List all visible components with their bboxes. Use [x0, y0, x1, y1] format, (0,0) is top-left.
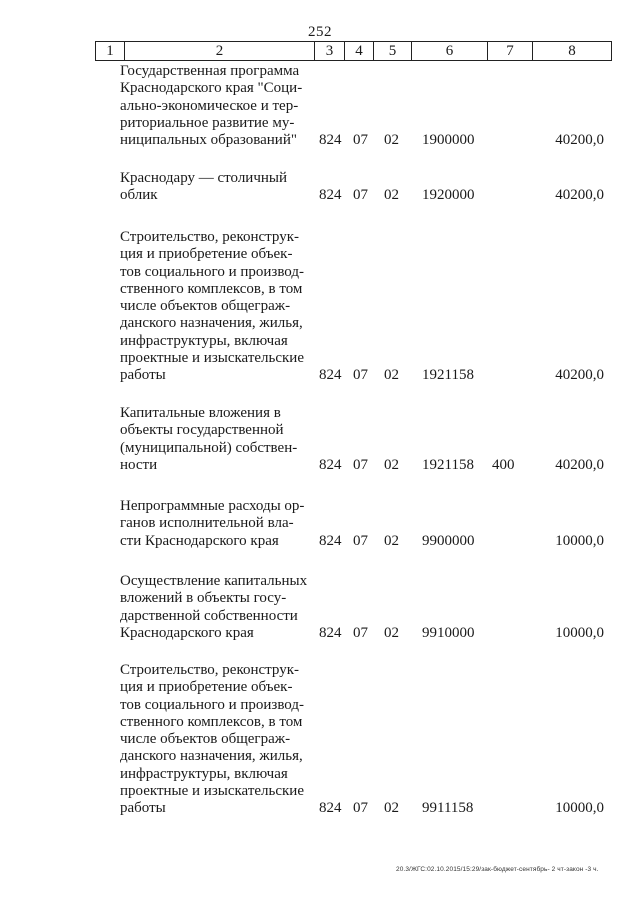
cell-cs: 1920000 — [422, 187, 475, 204]
header-col-8: 8 — [568, 43, 576, 59]
cell-ved: 824 — [319, 624, 342, 641]
description-line: проектные и изыскательские — [120, 783, 304, 800]
description-line: Строительство, реконструк- — [120, 229, 299, 245]
cell-rz: 07 — [353, 187, 368, 204]
cell-cs: 9910000 — [422, 624, 475, 641]
cell-cs: 1900000 — [422, 132, 475, 149]
description-line: сти Краснодарского края — [120, 532, 279, 549]
cell-pr: 02 — [384, 187, 399, 204]
cell-pr: 02 — [384, 624, 399, 641]
cell-ved: 824 — [319, 456, 342, 473]
header-col-4: 4 — [345, 42, 374, 60]
footer-note: 20.3/ЖГС:02.10.2015/15:29/зак-бюджет-сентябрь- 2 чт-закон -3 ч. — [396, 866, 599, 873]
header-col-2: 2 — [125, 42, 315, 60]
cell-cs: 9900000 — [422, 532, 475, 549]
description-line: числе объектов общеграж- — [120, 298, 291, 315]
description-line: ниципальных образований" — [120, 132, 297, 149]
header-col-1: 1 — [96, 42, 125, 60]
cell-sum: 10000,0 — [555, 624, 604, 641]
cell-rz: 07 — [353, 624, 368, 641]
description-line: числе объектов общеграж- — [120, 731, 291, 748]
description-line: данского назначения, жилья, — [120, 315, 303, 332]
cell-sum: 40200,0 — [555, 367, 604, 384]
cell-pr: 02 — [384, 132, 399, 149]
description-line: ганов исполнительной вла- — [120, 515, 294, 532]
table-header-row — [95, 41, 612, 61]
cell-pr: 02 — [384, 800, 399, 817]
description-line: ция и приобретение объек- — [120, 679, 293, 696]
description-line: ственного комплексов, в том — [120, 713, 303, 730]
description-line: ности — [120, 456, 158, 473]
description-line: ально-экономическое и тер- — [120, 97, 299, 114]
cell-ved: 824 — [319, 532, 342, 549]
page-number: 252 — [308, 24, 332, 40]
description-line: облик — [120, 187, 158, 204]
row-description — [120, 573, 310, 642]
row-description — [120, 662, 310, 818]
description-line: инфраструктуры, включая — [120, 765, 288, 782]
description-line: данского назначения, жилья, — [120, 748, 303, 765]
row-description — [120, 170, 310, 205]
description-line: Капитальные вложения в — [120, 405, 281, 421]
cell-ved: 824 — [319, 800, 342, 817]
description-line: дарственной собственности — [120, 607, 298, 624]
description-line: объекты государственной — [120, 422, 284, 439]
cell-ved: 824 — [319, 187, 342, 204]
description-line: ция и приобретение объек- — [120, 246, 293, 263]
cell-vr: 400 — [492, 456, 515, 473]
cell-rz: 07 — [353, 532, 368, 549]
description-line: работы — [120, 800, 166, 817]
cell-pr: 02 — [384, 456, 399, 473]
cell-sum: 40200,0 — [555, 456, 604, 473]
description-line: тов социального и производ- — [120, 696, 305, 713]
description-line: проектные и изыскательские — [120, 350, 304, 367]
cell-rz: 07 — [353, 800, 368, 817]
cell-rz: 07 — [353, 456, 368, 473]
description-line: тов социального и производ- — [120, 263, 305, 280]
description-line: Непрограммные расходы ор- — [120, 498, 305, 514]
cell-sum: 40200,0 — [555, 132, 604, 149]
row-description — [120, 405, 310, 474]
cell-sum: 10000,0 — [555, 800, 604, 817]
header-col-5: 5 — [374, 42, 412, 60]
row-description — [120, 229, 310, 385]
description-line: вложений в объекты госу- — [120, 590, 287, 607]
cell-rz: 07 — [353, 367, 368, 384]
header-col-6: 6 — [412, 42, 488, 60]
description-line: (муниципальной) собствен- — [120, 439, 298, 456]
description-line: Краснодарского края — [120, 624, 254, 641]
row-description — [120, 498, 310, 550]
description-line: Краснодару — столичный — [120, 170, 288, 186]
row-description — [120, 63, 310, 149]
cell-cs: 9911158 — [422, 800, 474, 817]
description-line: инфраструктуры, включая — [120, 332, 288, 349]
description-line: Осуществление капитальных — [120, 573, 308, 589]
description-line: риториальное развитие му- — [120, 114, 295, 131]
cell-ved: 824 — [319, 132, 342, 149]
cell-pr: 02 — [384, 367, 399, 384]
description-line: Строительство, реконструк- — [120, 662, 299, 678]
cell-pr: 02 — [384, 532, 399, 549]
description-line: ственного комплексов, в том — [120, 280, 303, 297]
description-line: Краснодарского края "Соци- — [120, 80, 303, 97]
description-line: Государственная программа — [120, 63, 300, 79]
header-col-3: 3 — [315, 42, 345, 60]
description-line: работы — [120, 367, 166, 384]
cell-cs: 1921158 — [422, 456, 474, 473]
cell-rz: 07 — [353, 132, 368, 149]
cell-sum: 40200,0 — [555, 187, 604, 204]
cell-cs: 1921158 — [422, 367, 474, 384]
header-col-7: 7 — [488, 42, 533, 60]
cell-ved: 824 — [319, 367, 342, 384]
cell-sum: 10000,0 — [555, 532, 604, 549]
